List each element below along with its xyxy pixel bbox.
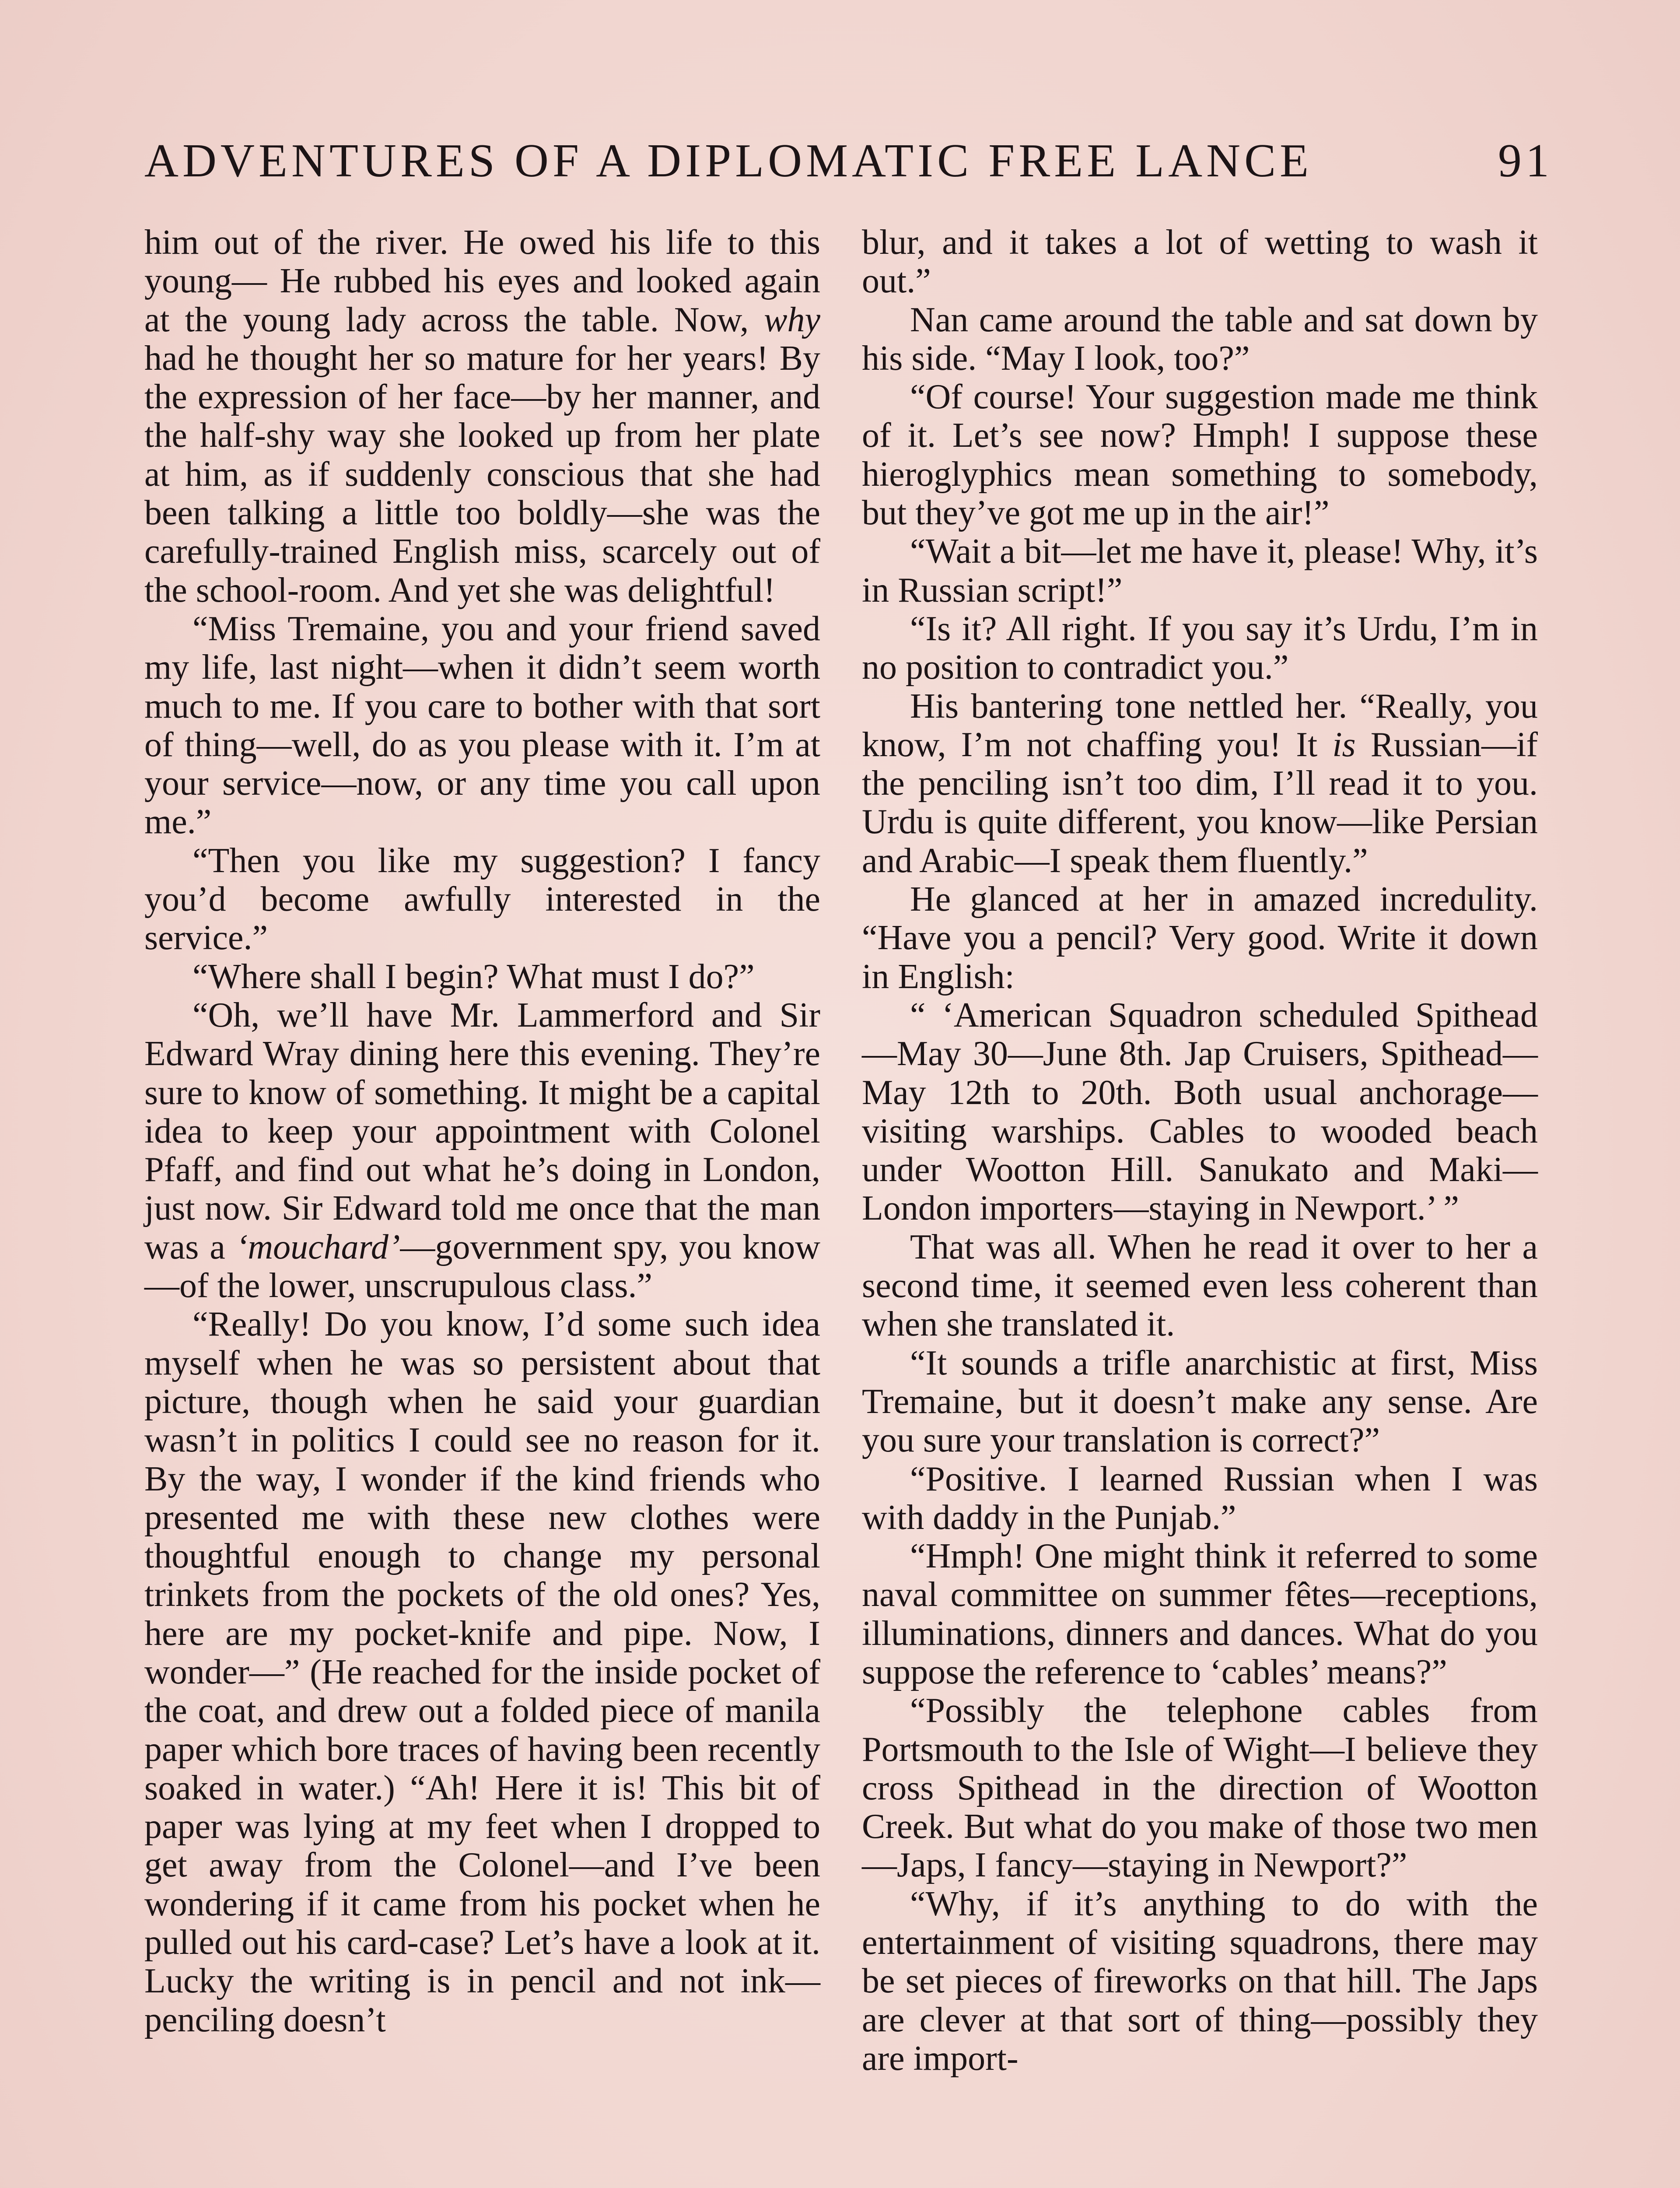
italic-word: ‘mouchard’ — [236, 1227, 400, 1266]
paragraph: blur, and it takes a lot of wetting to wash it out.” — [862, 223, 1538, 301]
paragraph: “Where shall I begin? What must I do?” — [192, 957, 755, 996]
paragraph: “Possibly the telephone cables from Portsmouth to the Isle of Wight—I believe they cross Spithead in the direction of Wootton Creek. But what do you make of those two men—Japs, I fancy—staying in Newport?” — [862, 1691, 1538, 1885]
running-head — [144, 130, 1553, 192]
paragraph: “Really! Do you know, I’d some such idea myself when he was so persistent about that picture, though when he said your guardian wasn’t in politics I could see no reason for it. By the way, I wonder if the kind friends who presented me with these new clothes were thoughtful enough to change my personal trinkets from the pockets of the old ones? Yes, here are my pocket-knife and pipe. Now, I wonder—” (He reached for the inside pocket of the coat, and drew out a folded piece of manila paper which bore traces of having been recently soaked in water.) “Ah! Here it is! This bit of paper was lying at my feet when I dropped to get away from the Colonel—and I’ve been wondering if it came from his pocket when he pulled out his card-case? Let’s have a look at it. Lucky the writing is in pencil and not ink—penciling doesn’t — [144, 1305, 820, 2039]
left-column — [144, 223, 820, 2039]
italic-word: why — [764, 300, 820, 339]
paragraph: “Wait a bit—let me have it, please! Why, it’s in Russian script!” — [862, 532, 1538, 610]
paragraph: He glanced at her in amazed incredulity. “Have you a pencil? Very good. Write it down in English: — [862, 880, 1538, 996]
paragraph: “Miss Tremaine, you and your friend saved my life, last night—when it didn’t seem worth much to me. If you care to bother with that sort of thing—well, do as you please with it. I’m at your service—now, or any time you call upon me.” — [144, 609, 820, 842]
paragraph: Nan came around the table and sat down by his side. “May I look, too?” — [862, 300, 1538, 378]
italic-word: is — [1332, 725, 1356, 764]
paragraph: “Then you like my suggestion? I fancy you’d become awfully interested in the service.” — [144, 841, 820, 957]
paragraph: “Is it? All right. If you say it’s Urdu, I’m in no position to contradict you.” — [862, 609, 1538, 687]
right-column — [862, 223, 1538, 2078]
paragraph: His bantering tone nettled her. “Really, you know, I’m not chaffing you! It is Russian—if the penciling isn’t too dim, I’ll read it to you. Urdu is quite different, you know—like Persian and Arabic—I speak them fluently.” — [862, 687, 1538, 880]
paragraph: him out of the river. He owed his life to this young— He rubbed his eyes and looked again at the young lady across the table. Now, why had he thought her so mature for her years! By the expression of her face—by her manner, and the half-shy way she looked up from her plate at him, as if suddenly conscious that she had been talking a little too boldly—she was the carefully-trained English miss, scarcely out of the school-room. And yet she was delightful! — [144, 223, 820, 610]
running-title: ADVENTURES OF A DIPLOMATIC FREE LANCE — [144, 135, 1313, 187]
paragraph: “Hmph! One might think it referred to some naval committee on summer fêtes—receptions, illuminations, dinners and dances. What do you suppose the reference to ‘cables’ means?” — [862, 1537, 1538, 1691]
paragraph: “Positive. I learned Russian when I was with daddy in the Punjab.” — [862, 1459, 1538, 1537]
paragraph: “ ‘American Squadron scheduled Spithead—May 30—June 8th. Jap Cruisers, Spithead—May 12th to 20th. Both usual anchorage—visiting warships. Cables to wooded beach under Wootton Hill. Sanukato and Maki—London importers—staying in Newport.’ ” — [862, 996, 1538, 1228]
paragraph: “It sounds a trifle anarchistic at first, Miss Tremaine, but it doesn’t make any sense. Are you sure your translation is correct?” — [862, 1343, 1538, 1460]
paragraph: “Of course! Your suggestion made me think of it. Let’s see now? Hmph! I suppose these hieroglyphics mean something to somebody, but they’ve got me up in the air!” — [862, 378, 1538, 533]
paragraph: “Why, if it’s anything to do with the entertainment of visiting squadrons, there may be set pieces of fireworks on that hill. The Japs are clever at that sort of thing—possibly they are import- — [862, 1884, 1538, 2078]
page-number: 91 — [1498, 135, 1553, 187]
paragraph: That was all. When he read it over to her a second time, it seemed even less coherent than when she translated it. — [862, 1227, 1538, 1344]
paragraph: “Oh, we’ll have Mr. Lammerford and Sir Edward Wray dining here this evening. They’re sure to know of something. It might be a capital idea to keep your appointment with Colonel Pfaff, and find out what he’s doing in London, just now. Sir Edward told me once that the man was a ‘mouchard’—government spy, you know—of the lower, unscrupulous class.” — [144, 996, 820, 1305]
